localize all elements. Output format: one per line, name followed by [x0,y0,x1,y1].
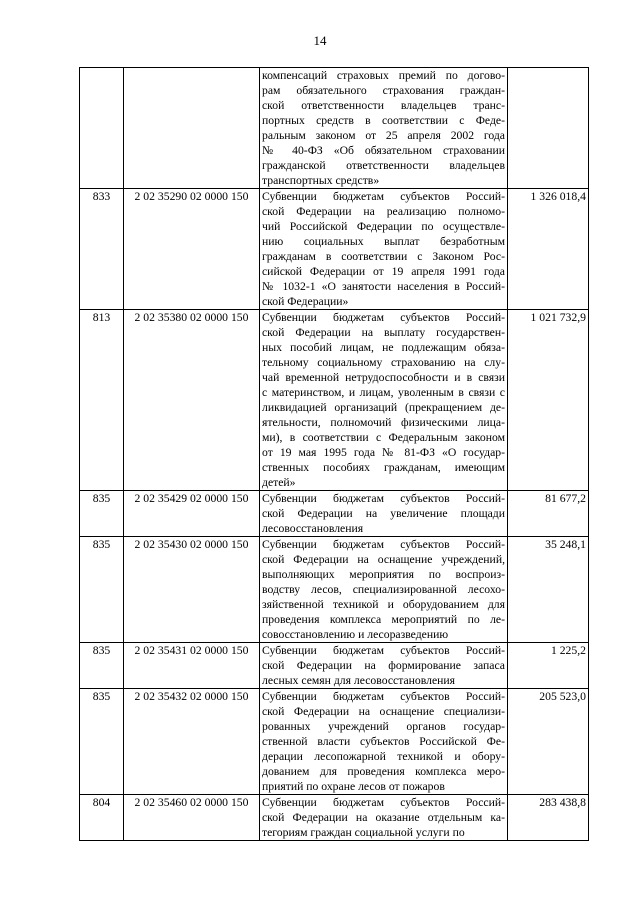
revenue-name-line: ных пособий лицам, не подлежащим обяза- [262,341,505,354]
revenue-name-line: с материнством, и лицам, уволенным в связи с [262,386,505,399]
kbk-code-cell: 2 02 35460 02 0000 150 [124,795,260,841]
revenue-name-line: водству лесов, специализированной лесохо- [262,583,505,596]
admin-code-cell: 835 [80,689,124,795]
revenue-name-line: ственной власти субъектов Российской Фе- [262,735,505,748]
table-body [80,68,589,841]
revenue-name-line: ской ответственности владельцев транс- [262,99,505,112]
revenue-name-line: чай временной нетрудоспособности и в связи [262,371,505,384]
table-row [80,537,589,643]
admin-code-cell: 835 [80,643,124,689]
admin-code-cell: 813 [80,310,124,491]
revenue-name-line: Субвенции бюджетам субъектов Россий- [262,538,505,551]
revenue-name-line: Субвенции бюджетам субъектов Россий- [262,311,505,324]
revenue-name-line: ми), в соответствии с Федеральным законом [262,431,505,444]
revenue-name-cell [260,643,508,689]
amount-cell: 1 326 018,4 [508,189,589,310]
kbk-code-cell: 2 02 35430 02 0000 150 [124,537,260,643]
kbk-code-cell [124,68,260,189]
revenue-name-line: Субвенции бюджетам субъектов Россий- [262,492,505,505]
revenue-name-line: портных средств в соответствии с Феде- [262,114,505,127]
amount-cell: 81 677,2 [508,491,589,537]
table-row [80,189,589,310]
admin-code-cell: 833 [80,189,124,310]
amount-cell: 283 438,8 [508,795,589,841]
revenue-name-cell [260,491,508,537]
revenue-name-line: Субвенции бюджетам субъектов Россий- [262,796,505,809]
revenue-name-line: ской Федерации» [262,295,349,308]
revenue-name-line: ской Федерации на формирование запаса [262,659,505,672]
revenue-name-line: детей» [262,476,296,489]
amount-cell: 35 248,1 [508,537,589,643]
revenue-name-line: ятельности, полномочий физическими лица- [262,416,505,429]
revenue-name-line: Субвенции бюджетам субъектов Россий- [262,690,505,703]
revenue-name-line: дованием для проведения комплекса меро- [262,765,505,778]
revenue-name-line: рованных учреждений органов государ- [262,720,505,733]
revenue-name-cell [260,795,508,841]
revenue-name-line: ской Федерации на увеличение площади [262,507,505,520]
revenue-name-line: сийской Федерации от 19 апреля 1991 года [262,265,505,278]
revenue-name-line: дерации лесопожарной техникой и обору- [262,750,505,763]
revenue-name-line: тельному социальному страхованию на слу- [262,356,505,369]
table-row [80,310,589,491]
kbk-code-cell: 2 02 35290 02 0000 150 [124,189,260,310]
kbk-code-cell: 2 02 35432 02 0000 150 [124,689,260,795]
revenue-name-cell [260,189,508,310]
revenue-name-line: тегориям граждан социальной услуги по [262,826,465,839]
table-row [80,643,589,689]
amount-cell: 1 021 732,9 [508,310,589,491]
revenue-name-line: чий Российской Федерации по осуществле- [262,220,505,233]
kbk-code-cell: 2 02 35380 02 0000 150 [124,310,260,491]
revenue-name-line: № 1032-1 «О занятости населения в Россий- [262,280,505,293]
table-row [80,68,589,189]
table-row [80,795,589,841]
amount-cell: 205 523,0 [508,689,589,795]
revenue-name-line: выполняющих мероприятия по воспроиз- [262,568,505,581]
revenue-name-line: совосстановлению и лесоразведению [262,628,449,641]
revenue-name-line: ской Федерации на оснащение учреждений, [262,553,505,566]
revenue-name-line: зяйственной техникой и оборудованием для [262,598,505,611]
revenue-name-line: № 40-ФЗ «Об обязательном страховании [262,144,505,157]
revenue-name-line: приятий по охране лесов от пожаров [262,780,445,793]
revenue-name-cell [260,68,508,189]
revenue-name-cell [260,689,508,795]
amount-cell [508,68,589,189]
admin-code-cell: 804 [80,795,124,841]
revenue-name-line: проведения комплекса мероприятий по ле- [262,613,505,626]
revenue-name-line: гражданам в соответствии с Законом Рос- [262,250,505,263]
revenue-name-line: от 19 мая 1995 года № 81-ФЗ «О государ- [262,446,505,459]
amount-cell: 1 225,2 [508,643,589,689]
revenue-name-line: ской Федерации на оснащение специализи- [262,705,505,718]
revenue-name-line: ской Федерации на оказание отдельным ка- [262,811,505,824]
admin-code-cell: 835 [80,491,124,537]
revenue-name-line: ликвидацией организаций (прекращением де- [262,401,505,414]
revenue-name-line: компенсаций страховых премий по догово- [262,69,505,82]
revenue-name-line: Субвенции бюджетам субъектов Россий- [262,644,505,657]
revenue-name-line: ской Федерации на реализацию полномо- [262,205,505,218]
table-row [80,689,589,795]
revenue-name-line: лесовосстановления [262,522,364,535]
revenue-name-line: транспортных средств» [262,174,380,187]
revenue-name-line: ственных пособиях гражданам, имеющим [262,461,505,474]
budget-table [79,67,589,841]
revenue-name-line: ской Федерации на выплату государствен- [262,326,505,339]
admin-code-cell: 835 [80,537,124,643]
table-row [80,491,589,537]
kbk-code-cell: 2 02 35431 02 0000 150 [124,643,260,689]
revenue-name-line: ральным законом от 25 апреля 2002 года [262,129,505,142]
admin-code-cell [80,68,124,189]
revenue-name-cell [260,537,508,643]
revenue-name-line: гражданской ответственности владельцев [262,159,505,172]
revenue-name-line: нию социальных выплат безработным [262,235,505,248]
revenue-name-cell [260,310,508,491]
revenue-name-line: лесных семян для лесовосстановления [262,674,456,687]
revenue-name-line: Субвенции бюджетам субъектов Россий- [262,190,505,203]
page-number: 14 [313,33,327,48]
revenue-name-line: рам обязательного страхования граждан- [262,84,505,97]
kbk-code-cell: 2 02 35429 02 0000 150 [124,491,260,537]
